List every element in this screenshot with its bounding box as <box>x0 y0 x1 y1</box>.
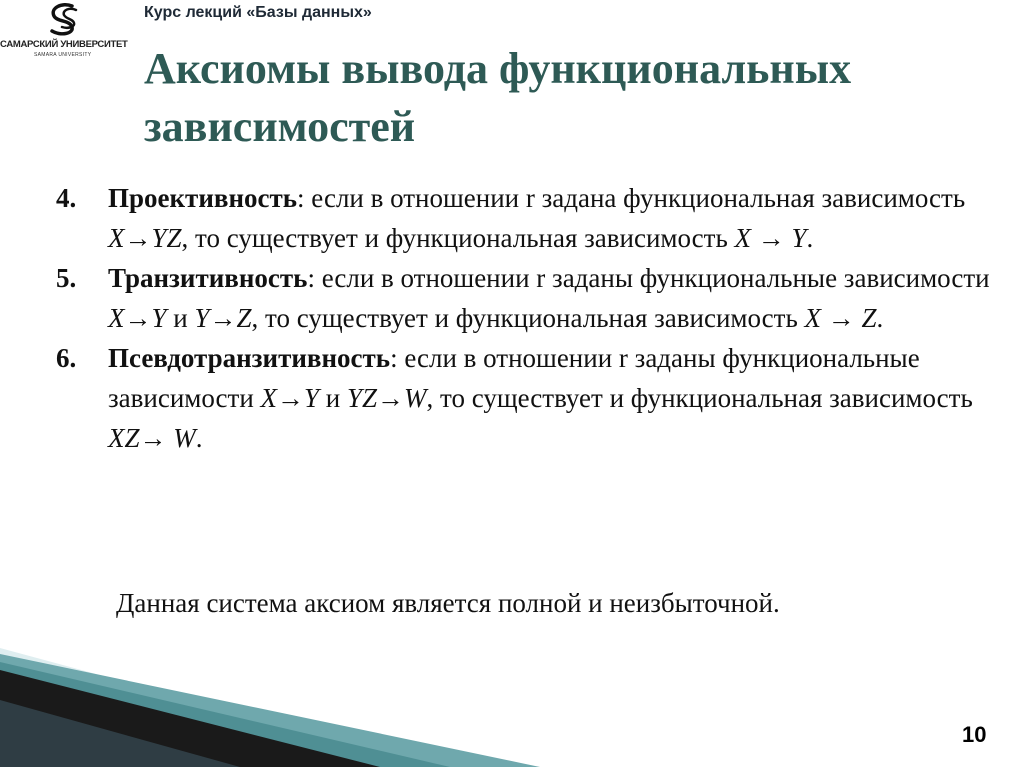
formula: Y→Z <box>194 303 252 333</box>
axiom-text: , то существует и функциональная зависимость <box>426 383 973 413</box>
logo-university-name: САМАРСКИЙ УНИВЕРСИТЕТ <box>0 39 128 50</box>
axiom-text: : если в отношении r заданы функциональные зависимости <box>307 263 990 293</box>
axiom-number: 5. <box>56 263 77 293</box>
axiom-number: 6. <box>56 343 77 373</box>
formula: X→Y <box>260 383 320 413</box>
axiom-item <box>56 338 996 458</box>
axiom-item <box>56 258 996 338</box>
axiom-text: , то существует и функциональная зависимость <box>181 223 735 253</box>
decorative-stripes <box>0 640 560 767</box>
university-logo <box>0 0 132 62</box>
formula: XZ→ W <box>108 423 196 453</box>
axiom-term: Транзитивность <box>108 263 308 293</box>
axiom-text: : если в отношении r задана функциональная зависимость <box>297 183 966 213</box>
axiom-text: и <box>319 383 347 413</box>
slide-title: Аксиомы вывода функциональных зависимостей <box>144 44 852 151</box>
formula: X → Z <box>804 303 877 333</box>
page-number: 10 <box>962 722 987 747</box>
logo-university-subtitle: SAMARA UNIVERSITY <box>34 52 92 58</box>
university-emblem-icon <box>0 0 132 40</box>
axiom-text: , то существует и функциональная зависимость <box>251 303 805 333</box>
axiom-text: . <box>806 223 814 253</box>
formula: X → Y <box>734 223 807 253</box>
course-label: Курс лекций «Базы данных» <box>144 4 372 21</box>
formula: YZ→W <box>347 383 427 413</box>
axiom-item <box>56 178 996 258</box>
axiom-text: и <box>166 303 195 333</box>
formula: X→Y <box>108 303 167 333</box>
axiom-term: Псевдотранзитивность <box>108 343 391 373</box>
conclusion-text: Данная система аксиом является полной и неизбыточной. <box>116 588 780 618</box>
formula: X→YZ <box>108 223 182 253</box>
axiom-text: : если в отношении r заданы функциональные зависимости <box>108 343 920 413</box>
axiom-list <box>56 178 996 458</box>
axiom-text: . <box>195 423 203 453</box>
axiom-number: 4. <box>56 183 77 213</box>
axiom-term: Проективность <box>108 183 298 213</box>
axiom-text: . <box>876 303 884 333</box>
